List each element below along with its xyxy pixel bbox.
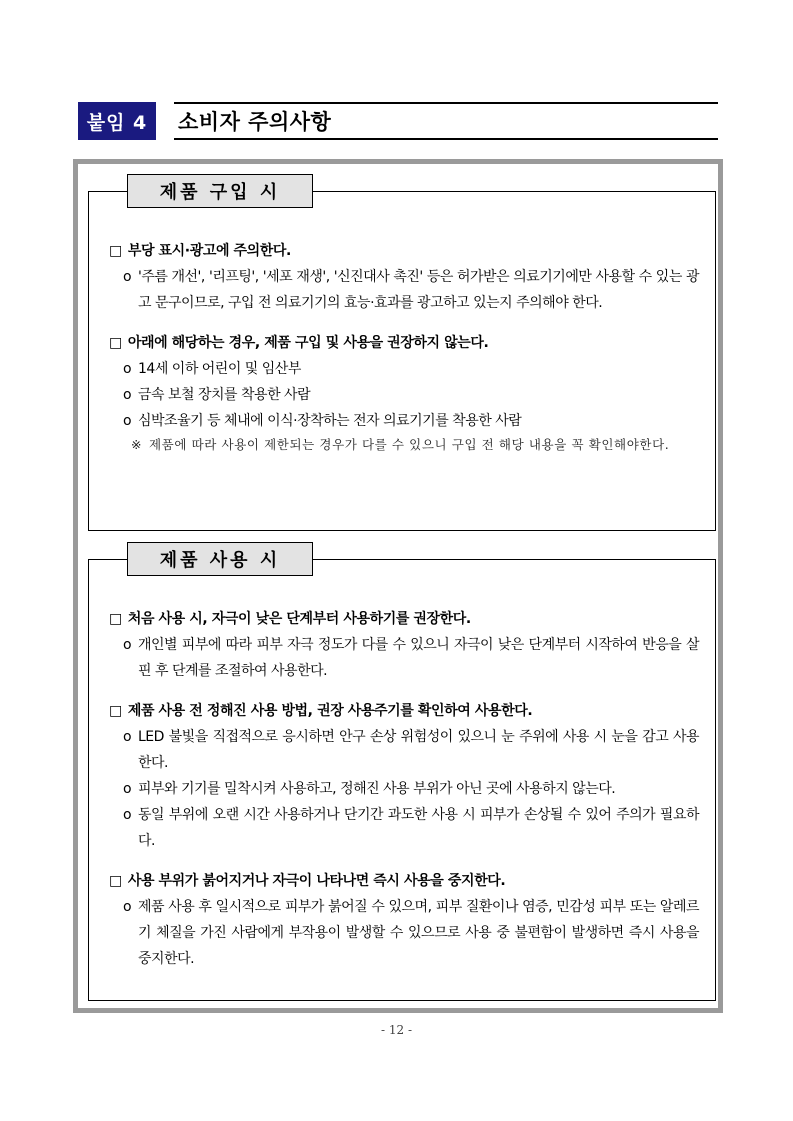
checkbox-square-icon: □ [109, 335, 122, 351]
item-text: LED 불빛을 직접적으로 응시하면 안구 손상 위험성이 있으니 눈 주위에 사용 시 눈을 감고 사용한다. [138, 729, 699, 771]
heading-text: 사용 부위가 붉어지거나 자극이 나타나면 즉시 사용을 중지한다. [127, 873, 506, 889]
heading-text: 제품 사용 전 정해진 사용 방법, 권장 사용주기를 확인하여 사용한다. [127, 703, 533, 719]
footnote [131, 434, 699, 456]
bullet-icon: o [123, 899, 132, 915]
section-label: 제품 사용 시 [127, 542, 313, 576]
list-item [123, 382, 699, 408]
heading-text: 처음 사용 시, 자극이 낮은 단계부터 사용하기를 권장한다. [127, 611, 471, 627]
bullet-icon: o [123, 269, 132, 285]
section-usage [88, 550, 716, 1001]
bullet-icon: o [123, 361, 132, 377]
item-text: 심박조율기 등 체내에 이식·장착하는 전자 의료기기를 착용한 사람 [138, 413, 522, 429]
item-text: 피부와 기기를 밀착시켜 사용하고, 정해진 사용 부위가 아닌 곳에 사용하지 않는다. [138, 781, 616, 797]
list-item [123, 264, 699, 316]
appendix-header [78, 102, 718, 142]
checkbox-square-icon: □ [109, 703, 122, 719]
item-text: '주름 개선', '리프팅', '세포 재생', '신진대사 촉진' 등은 허가받은 의료기기에만 사용할 수 있는 광고 문구이므로, 구입 전 의료기기의 효능·효과를 광고하고 있는지 주의해야 한다. [138, 269, 699, 311]
page-number: - 12 - [380, 1023, 412, 1037]
bullet-icon: o [123, 729, 132, 745]
item-text: 14세 이하 어린이 및 임산부 [138, 361, 301, 377]
section-heading [109, 238, 697, 264]
page-title-bar [174, 102, 718, 140]
heading-text: 부당 표시·광고에 주의한다. [127, 243, 291, 259]
section-heading [109, 698, 697, 724]
bullet-icon: o [123, 387, 132, 403]
note-text: 제품에 따라 사용이 제한되는 경우가 다를 수 있으니 구입 전 해당 내용을 꼭 확인해야한다. [149, 437, 670, 452]
reference-mark-icon: ※ [131, 437, 143, 452]
list-item [123, 894, 699, 972]
section-heading [109, 606, 697, 632]
bullet-icon: o [123, 637, 132, 653]
list-item [123, 802, 699, 854]
section-heading [109, 868, 697, 894]
section-heading [109, 330, 697, 356]
list-item [123, 724, 699, 776]
appendix-badge: 붙임 4 [78, 102, 156, 140]
list-item [123, 356, 699, 382]
item-text: 동일 부위에 오랜 시간 사용하거나 단기간 과도한 사용 시 피부가 손상될 수 있어 주의가 필요하다. [138, 807, 699, 849]
checkbox-square-icon: □ [109, 873, 122, 889]
notice-frame [73, 159, 723, 1013]
checkbox-square-icon: □ [109, 611, 122, 627]
bullet-icon: o [123, 413, 132, 429]
heading-text: 아래에 해당하는 경우, 제품 구입 및 사용을 권장하지 않는다. [127, 335, 489, 351]
item-text: 개인별 피부에 따라 피부 자극 정도가 다를 수 있으니 자극이 낮은 단계부터 시작하여 반응을 살핀 후 단계를 조절하여 사용한다. [138, 637, 699, 679]
section-purchase [88, 182, 716, 531]
bullet-icon: o [123, 807, 132, 823]
section-label: 제품 구입 시 [127, 174, 313, 208]
checkbox-square-icon: □ [109, 243, 122, 259]
page-title: 소비자 주의사항 [178, 110, 332, 134]
bullet-icon: o [123, 781, 132, 797]
list-item [123, 408, 699, 434]
list-item [123, 776, 699, 802]
item-text: 금속 보철 장치를 착용한 사람 [138, 387, 311, 403]
list-item [123, 632, 699, 684]
item-text: 제품 사용 후 일시적으로 피부가 붉어질 수 있으며, 피부 질환이나 염증, 민감성 피부 또는 알레르기 체질을 가진 사람에게 부작용이 발생할 수 있으므로 사용 중 불편함이 발생하면 즉시 사용을 중지한다. [138, 899, 699, 967]
